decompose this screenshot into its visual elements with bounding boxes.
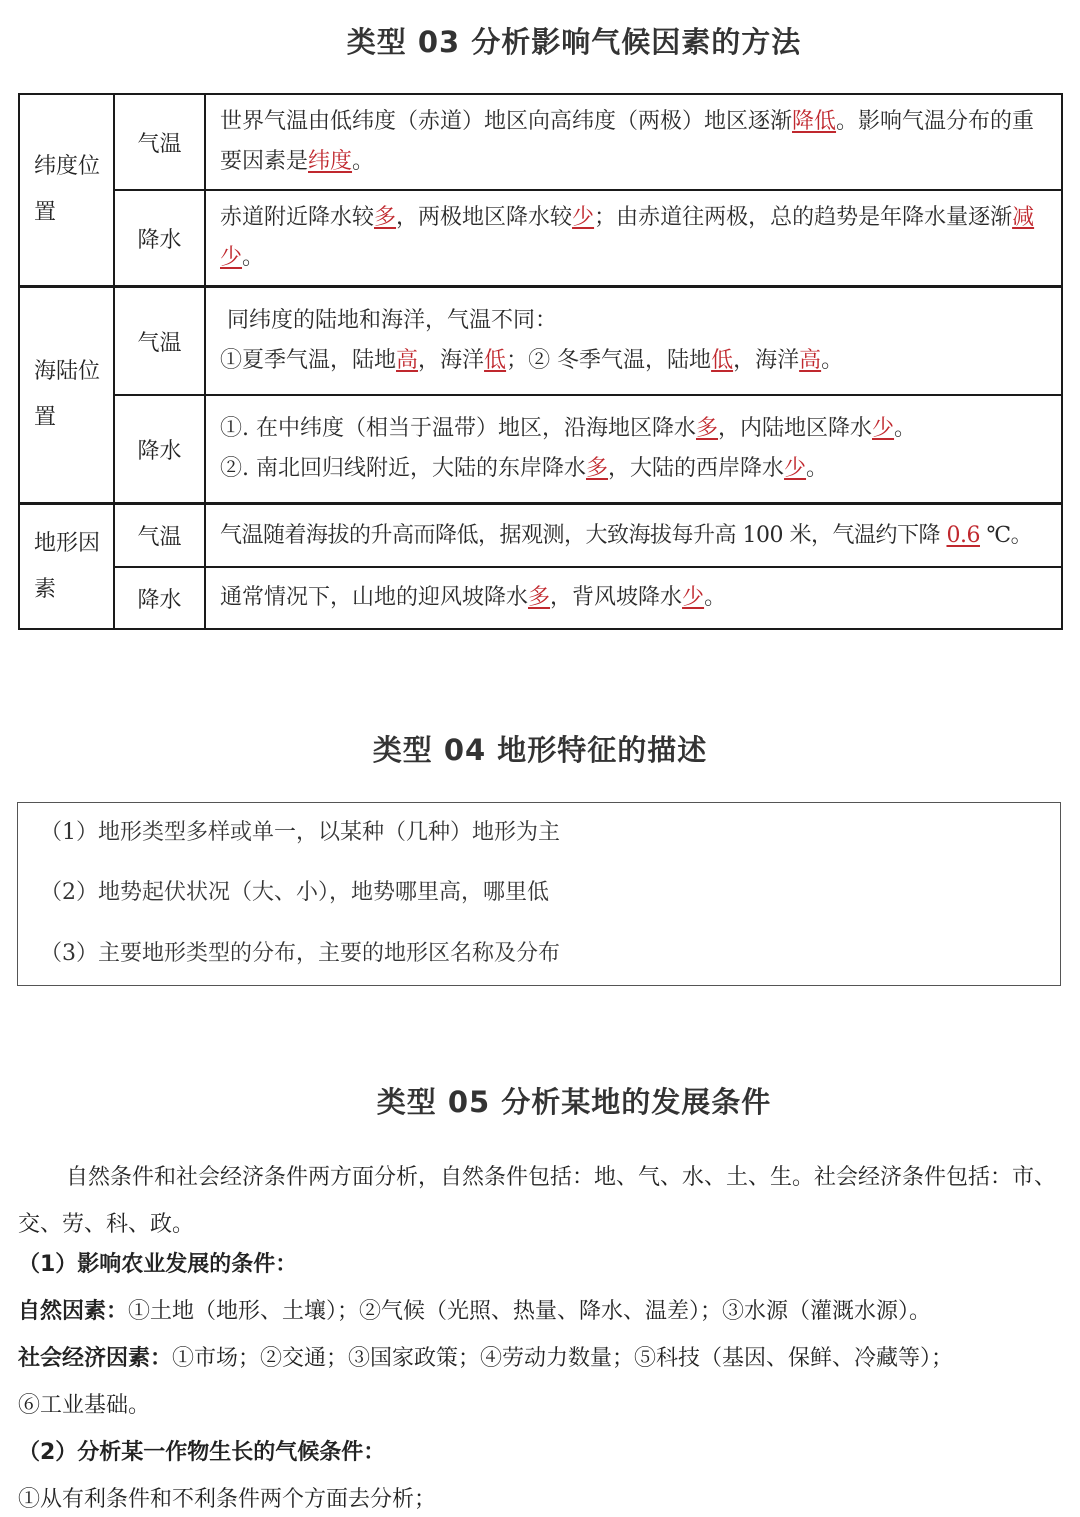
category-land-sea: 海陆位置 (19, 287, 114, 504)
intro-paragraph: 自然条件和社会经济条件两方面分析，自然条件包括：地、气、水、土、生。社会经济条件包括：市、交、劳、科、政。 (18, 1165, 1057, 1237)
answer-highlight: 多 (528, 585, 551, 610)
subheading-agriculture: （1）影响农业发展的条件： (18, 1252, 298, 1277)
sub-temperature: 气温 (114, 504, 205, 568)
answer-highlight: 多 (696, 416, 719, 441)
row-latitude-precipitation: 赤道附近降水较多，两极地区降水较少；由赤道往两极，总的趋势是年降水量逐渐减少。 (205, 190, 1062, 287)
answer-highlight: 降低 (792, 109, 837, 134)
sub-precipitation: 降水 (114, 567, 205, 629)
answer-highlight: 纬度 (308, 149, 353, 174)
social-factors-cont: ⑥工业基础。 (18, 1393, 151, 1418)
answer-highlight: 多 (586, 456, 609, 481)
natural-factors: 自然因素：①土地（地形、土壤）；②气候（光照、热量、降水、温差）；③水源（灌溉水源）。 (18, 1299, 932, 1324)
answer-highlight: 高 (396, 348, 419, 373)
answer-highlight: 少 (784, 456, 807, 481)
answer-highlight: 少 (872, 416, 895, 441)
row-latitude-temperature: 世界气温由低纬度（赤道）地区向高纬度（两极）地区逐渐降低。影响气温分布的重要因素是纬度。 (205, 94, 1062, 190)
terrain-point: （1）地形类型多样或单一，以某种（几种）地形为主 (40, 820, 560, 845)
answer-highlight: 多 (374, 205, 397, 230)
sub-temperature: 气温 (114, 94, 205, 190)
section-title-03: 类型 03 分析影响气候因素的方法 (346, 25, 802, 59)
category-latitude: 纬度位置 (19, 94, 114, 287)
crop-analysis-point: ①从有利条件和不利条件两个方面去分析； (18, 1487, 437, 1512)
sub-precipitation: 降水 (114, 190, 205, 287)
sub-precipitation: 降水 (114, 395, 205, 504)
answer-highlight: 少 (572, 205, 595, 230)
section-title-04: 类型 04 地形特征的描述 (372, 733, 708, 767)
answer-highlight: 高 (799, 348, 822, 373)
answer-highlight: 减少 (220, 205, 1035, 270)
sub-temperature: 气温 (114, 287, 205, 396)
category-terrain: 地形因素 (19, 504, 114, 630)
terrain-description-box (17, 802, 1061, 986)
terrain-point: （2）地势起伏状况（大、小），地势哪里高，哪里低 (40, 880, 549, 905)
social-factors: 社会经济因素：①市场；②交通；③国家政策；④劳动力数量；⑤科技（基因、保鲜、冷藏等）； (18, 1346, 954, 1371)
answer-highlight: 低 (711, 348, 734, 373)
climate-factors-table (18, 93, 1063, 630)
section-title-05: 类型 05 分析某地的发展条件 (376, 1085, 772, 1119)
subheading-crop-climate: （2）分析某一作物生长的气候条件： (18, 1440, 386, 1465)
answer-highlight: 少 (682, 585, 705, 610)
terrain-point: （3）主要地形类型的分布，主要的地形区名称及分布 (40, 941, 560, 966)
answer-highlight: 低 (484, 348, 507, 373)
answer-highlight: 0.6 (946, 522, 980, 548)
row-terrain-precipitation: 通常情况下，山地的迎风坡降水多，背风坡降水少。 (205, 567, 1062, 629)
row-terrain-temperature: 气温随着海拔的升高而降低，据观测，大致海拔每升高 100 米，气温约下降 0.6 ℃。 (205, 504, 1062, 568)
row-landsea-precipitation: ①. 在中纬度（相当于温带）地区，沿海地区降水多，内陆地区降水少。 ②. 南北回归线附近，大陆的东岸降水多，大陆的西岸降水少。 (205, 395, 1062, 504)
row-landsea-temperature: 同纬度的陆地和海洋，气温不同： ①夏季气温，陆地高，海洋低；② 冬季气温，陆地低，海洋高。 (205, 287, 1062, 396)
